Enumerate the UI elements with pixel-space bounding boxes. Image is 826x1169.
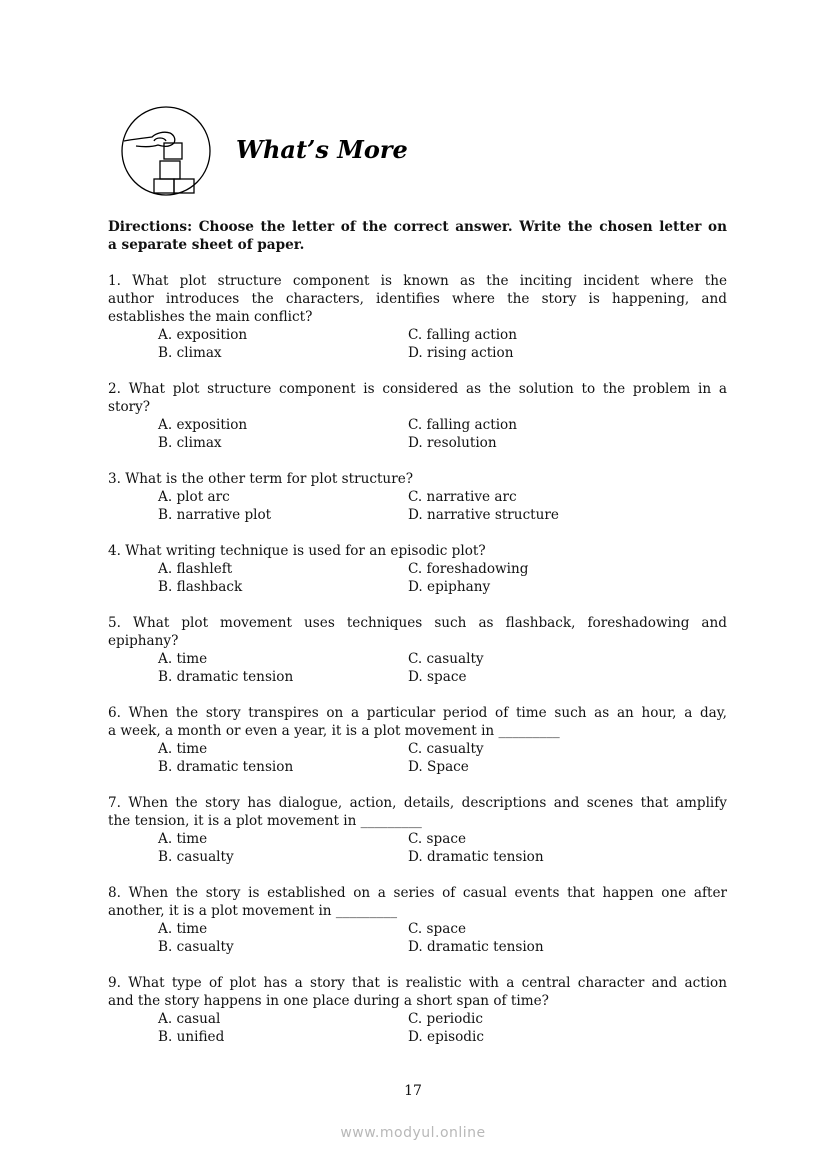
question-5 <box>108 614 727 686</box>
hand-stacking-blocks-icon <box>120 105 212 197</box>
option-c: C. falling action <box>408 417 517 433</box>
option-d: D. epiphany <box>408 579 491 595</box>
option-b: B. dramatic tension <box>158 669 294 685</box>
option-a: A. time <box>158 831 208 847</box>
directions-label: Directions <box>108 219 188 235</box>
answer-options <box>108 560 727 596</box>
question-text: 7. When the story has dialogue, action, details, descriptions and scenes that amplify <box>108 795 727 811</box>
question-text: another, it is a plot movement in _________ <box>108 903 398 919</box>
question-text: author introduces the characters, identifies where the story is happening, and <box>108 291 727 307</box>
section-title: What’s More <box>236 135 408 164</box>
question-4 <box>108 542 727 596</box>
option-d: D. rising action <box>408 345 514 361</box>
question-text: story? <box>108 399 151 415</box>
option-a: A. time <box>158 741 208 757</box>
question-text: and the story happens in one place during a short span of time? <box>108 993 549 1009</box>
option-a: A. time <box>158 921 208 937</box>
option-a: A. casual <box>158 1011 221 1027</box>
option-d: D. episodic <box>408 1029 484 1045</box>
option-d: D. dramatic tension <box>408 939 544 955</box>
option-d: D. space <box>408 669 467 685</box>
answer-options <box>108 416 727 452</box>
question-text: epiphany? <box>108 633 179 649</box>
option-b: B. casualty <box>158 939 234 955</box>
option-a: A. time <box>158 651 208 667</box>
question-text: establishes the main conflict? <box>108 309 313 325</box>
answer-options <box>108 740 727 776</box>
option-c: C. casualty <box>408 651 484 667</box>
question-text: the tension, it is a plot movement in _________ <box>108 813 422 829</box>
answer-options <box>108 650 727 686</box>
question-9 <box>108 974 727 1046</box>
option-c: C. falling action <box>408 327 517 343</box>
question-2 <box>108 380 727 452</box>
answer-options <box>108 1010 727 1046</box>
question-text: 5. What plot movement uses techniques such as flashback, foreshadowing and <box>108 615 727 631</box>
page-number: 17 <box>404 1083 422 1099</box>
option-c: C. periodic <box>408 1011 483 1027</box>
answer-options <box>108 920 727 956</box>
question-text: 2. What plot structure component is considered as the solution to the problem in a <box>108 381 727 397</box>
option-c: C. foreshadowing <box>408 561 529 577</box>
directions-text: : Choose the letter of the correct answer. Write the chosen letter on <box>187 219 727 235</box>
option-c: C. space <box>408 921 466 937</box>
question-text: 6. When the story transpires on a particular period of time such as an hour, a day, <box>108 705 727 721</box>
option-d: D. Space <box>408 759 469 775</box>
question-text: 4. What writing technique is used for an episodic plot? <box>108 543 486 559</box>
question-3 <box>108 470 727 524</box>
option-a: A. exposition <box>158 327 248 343</box>
question-list <box>108 272 727 1064</box>
option-c: C. narrative arc <box>408 489 517 505</box>
option-b: B. casualty <box>158 849 234 865</box>
question-1 <box>108 272 727 362</box>
option-b: B. climax <box>158 435 222 451</box>
answer-options <box>108 830 727 866</box>
option-d: D. resolution <box>408 435 497 451</box>
option-b: B. climax <box>158 345 222 361</box>
watermark: www.modyul.online <box>340 1125 486 1141</box>
directions <box>108 218 727 254</box>
question-text: 9. What type of plot has a story that is realistic with a central character and action <box>108 975 727 991</box>
question-text: 3. What is the other term for plot structure? <box>108 471 414 487</box>
option-b: B. dramatic tension <box>158 759 294 775</box>
option-a: A. plot arc <box>158 489 230 505</box>
option-b: B. narrative plot <box>158 507 272 523</box>
option-b: B. unified <box>158 1029 225 1045</box>
option-d: D. narrative structure <box>408 507 559 523</box>
answer-options <box>108 326 727 362</box>
answer-options <box>108 488 727 524</box>
question-text: 1. What plot structure component is known as the inciting incident where the <box>108 273 727 289</box>
option-a: A. flashleft <box>158 561 233 577</box>
option-d: D. dramatic tension <box>408 849 544 865</box>
question-7 <box>108 794 727 866</box>
option-b: B. flashback <box>158 579 243 595</box>
option-c: C. space <box>408 831 466 847</box>
option-c: C. casualty <box>408 741 484 757</box>
question-6 <box>108 704 727 776</box>
option-a: A. exposition <box>158 417 248 433</box>
directions-text: a separate sheet of paper. <box>108 237 305 253</box>
question-8 <box>108 884 727 956</box>
question-text: a week, a month or even a year, it is a plot movement in _________ <box>108 723 560 739</box>
question-text: 8. When the story is established on a series of casual events that happen one after <box>108 885 727 901</box>
